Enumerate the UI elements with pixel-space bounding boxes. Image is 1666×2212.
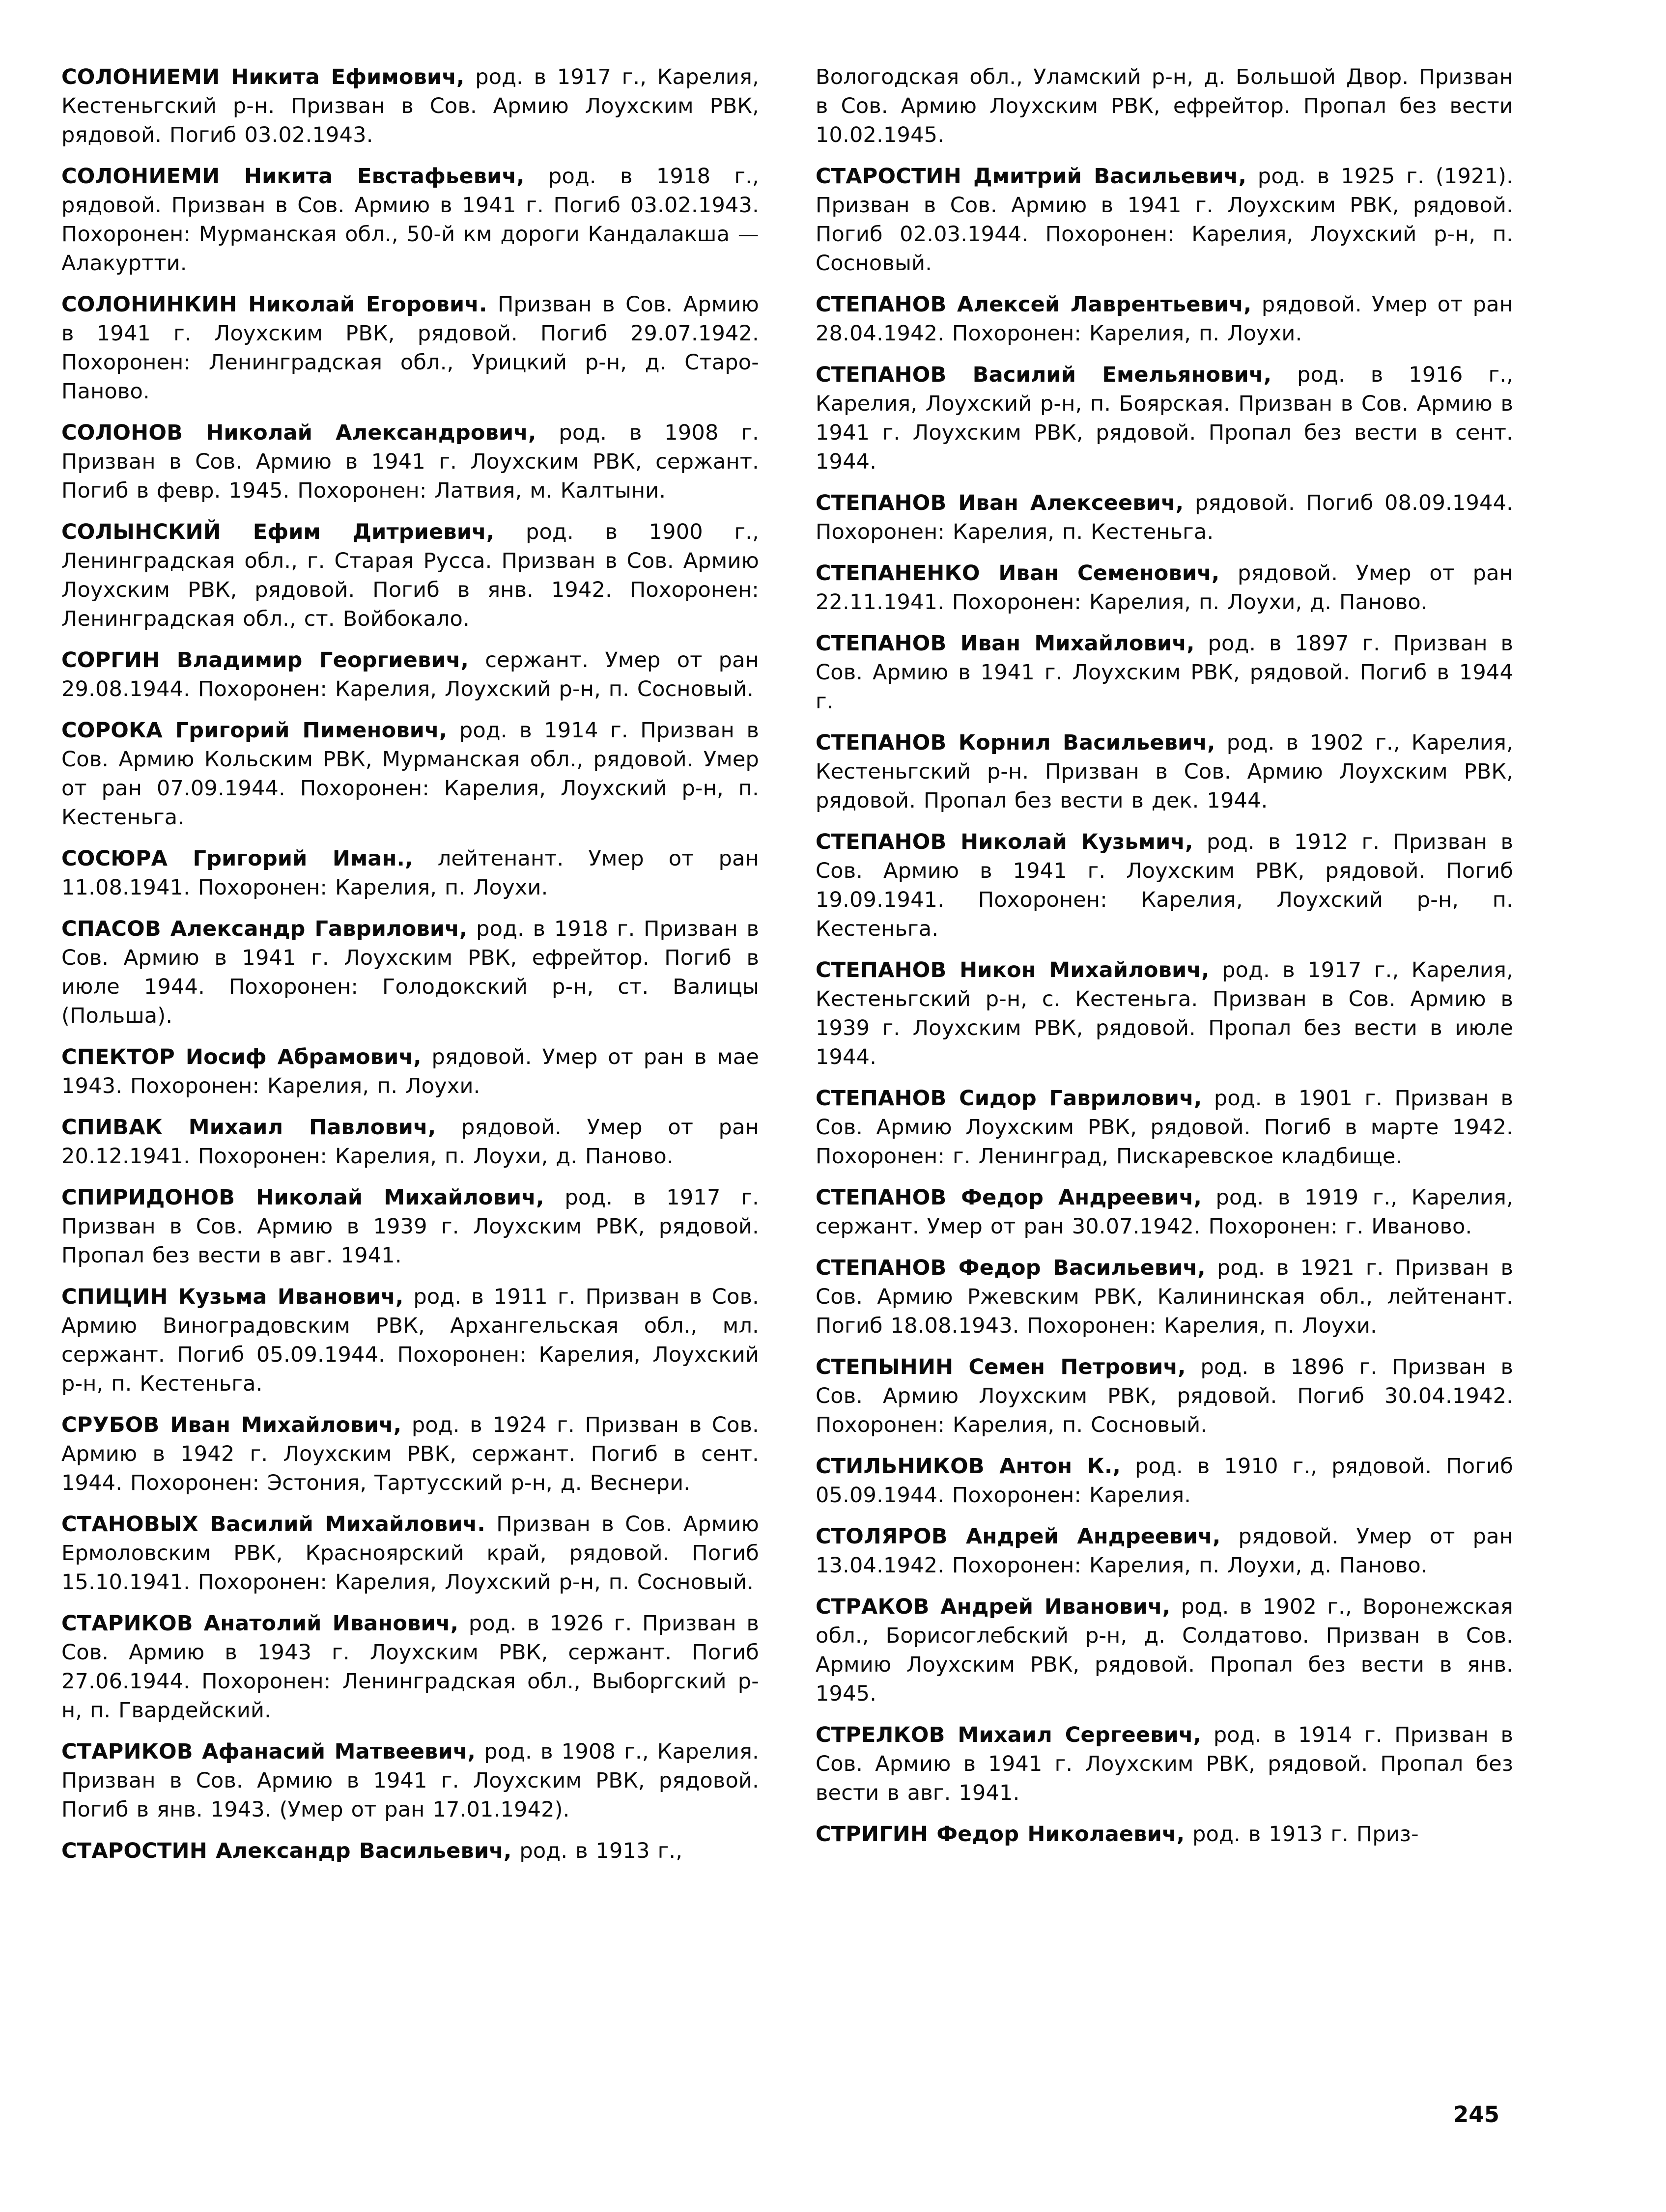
entry (816, 1593, 1513, 1708)
entry (61, 716, 759, 832)
entry-name: СОЛОНИЕМИ Никита Ефимович, (61, 65, 465, 89)
entry (816, 162, 1513, 278)
entry (61, 646, 759, 704)
entry-text: лейтенант. Умер от ран 11.08.1941. Похоронен: Карелия, п. Лоухи. (61, 846, 759, 900)
entry (61, 1043, 759, 1101)
entry (816, 361, 1513, 476)
entry-text: род. в 1916 г., Карелия, Лоухский р-н, п. Боярская. Призван в Сов. Армию в 1941 г. Лоухским РВК, рядовой. Пропал без вести в сент. 1944. (816, 363, 1513, 474)
entry-text: род. в 1926 г. Призван в Сов. Армию в 1943 г. Лоухским РВК, сержант. Погиб 27.06.1944. Похоронен: Ленинградская обл., Выборгский р-н, п. Гвардейский. (61, 1611, 759, 1723)
entry-text: рядовой. Умер от ран 28.04.1942. Похоронен: Карелия, п. Лоухи. (816, 292, 1513, 346)
entry (61, 915, 759, 1031)
entry-name: СПИЦИН Кузьма Иванович, (61, 1285, 404, 1309)
entry-text: род. в 1917 г., Карелия, Кестеньгский р-н. Призван в Сов. Армию Лоухским РВК, рядовой. Погиб 03.02.1943. (61, 65, 759, 147)
entry-name: СТИЛЬНИКОВ Антон К., (816, 1454, 1121, 1479)
entry-name: СТЕПАНОВ Иван Алексеевич, (816, 491, 1184, 515)
entry-name: СТОЛЯРОВ Андрей Андреевич, (816, 1524, 1221, 1549)
entry-name: СТЕПАНОВ Федор Васильевич, (816, 1256, 1206, 1280)
entry-text: род. в 1902 г., Воронежская обл., Борисоглебский р-н, д. Солдатово. Призван в Сов. Армию Лоухским РВК, рядовой. Пропал без вести в янв. 1945. (816, 1595, 1513, 1706)
entry (816, 1084, 1513, 1171)
entry-text: род. в 1911 г. Призван в Сов. Армию Виноградовским РВК, Архангельская обл., мл. сержант. Погиб 05.09.1944. Похоронен: Карелия, Лоухский р-н, п. Кестеньга. (61, 1285, 759, 1396)
entry (61, 1609, 759, 1725)
left-column (61, 63, 759, 1878)
entry (816, 1353, 1513, 1440)
entry-text: род. в 1925 г. (1921). Призван в Сов. Армию в 1941 г. Лоухским РВК, рядовой. Погиб 02.03.1944. Похоронен: Карелия, Лоухский р-н, п. Сосновый. (816, 164, 1513, 276)
page-number: 245 (1453, 2101, 1499, 2128)
entry-name: СТЕПАНОВ Иван Михайлович, (816, 631, 1195, 656)
entry-text: рядовой. Умер от ран 20.12.1941. Похоронен: Карелия, п. Лоухи, д. Паново. (61, 1115, 759, 1169)
entry-name: СТЕПАНОВ Федор Андреевич, (816, 1185, 1202, 1210)
entry-name: СТРЕЛКОВ Михаил Сергеевич, (816, 1723, 1202, 1747)
entry (61, 1183, 759, 1270)
entry-name: СПИРИДОНОВ Николай Михайлович, (61, 1185, 544, 1210)
entry-text: род. в 1913 г., (511, 1839, 683, 1863)
entry-text: род. в 1914 г. Призван в Сов. Армию Кольским РВК, Мурманская обл., рядовой. Умер от ран 07.09.1944. Похоронен: Карелия, Лоухский р-н, п. Кестеньга. (61, 718, 759, 830)
entry (61, 1510, 759, 1597)
entry-name: СТРАКОВ Андрей Иванович, (816, 1595, 1171, 1619)
entry-name: СПЕКТОР Иосиф Абрамович, (61, 1045, 422, 1069)
entry-name: СТАРОСТИН Александр Васильевич, (61, 1839, 512, 1863)
right-column (816, 63, 1513, 1861)
entry (816, 629, 1513, 716)
entry (816, 1183, 1513, 1241)
entry-name: СПИВАК Михаил Павлович, (61, 1115, 436, 1140)
entry-name: СТЕПАНОВ Николай Кузьмич, (816, 830, 1193, 854)
entry (61, 419, 759, 505)
entry-name: СТЕПЫНИН Семен Петрович, (816, 1355, 1186, 1379)
entry-name: СТАРИКОВ Анатолий Иванович, (61, 1611, 459, 1636)
entry (816, 290, 1513, 348)
entry-name: СОЛОНОВ Николай Александрович, (61, 420, 537, 445)
entry-name: СПАСОВ Александр Гаврилович, (61, 917, 468, 941)
entry-text: род. в 1914 г. Призван в Сов. Армию в 1941 г. Лоухским РВК, рядовой. Пропал без вести в авг. 1941. (816, 1723, 1513, 1805)
entry (816, 1721, 1513, 1808)
entry (61, 63, 759, 150)
entry-text: род. в 1912 г. Призван в Сов. Армию в 1941 г. Лоухским РВК, рядовой. Погиб 19.09.1941. Похоронен: Карелия, Лоухский р-н, п. Кестеньга. (816, 830, 1513, 941)
entry-text: род. в 1902 г., Карелия, Кестеньгский р-н. Призван в Сов. Армию Лоухским РВК, рядовой. Пропал без вести в дек. 1944. (816, 730, 1513, 813)
entry-name: СОРОКА Григорий Пименович, (61, 718, 448, 743)
entry-name: СТЕПАНОВ Корнил Васильевич, (816, 730, 1215, 755)
entry-text: род. в 1910 г., рядовой. Погиб 05.09.1944. Похоронен: Карелия. (816, 1454, 1513, 1508)
entry (61, 1737, 759, 1824)
entry (816, 1254, 1513, 1341)
entry-name: СОЛОНИЕМИ Никита Евстафьевич, (61, 164, 525, 189)
entry-text: род. в 1900 г., Ленинградская обл., г. Старая Русса. Призван в Сов. Армию Лоухским РВК, рядовой. Погиб в янв. 1942. Похоронен: Ленинградская обл., ст. Войбокало. (61, 520, 759, 631)
entry (61, 1837, 759, 1866)
entry-name: СТРИГИН Федор Николаевич, (816, 1822, 1185, 1847)
entry-name: СТАРОСТИН Дмитрий Васильевич, (816, 164, 1246, 189)
entry-name: СОЛОНИНКИН Николай Егорович. (61, 292, 487, 317)
entry-name: СТЕПАНОВ Сидор Гаврилович, (816, 1086, 1202, 1111)
entry-text: Призван в Сов. Армию Ермоловским РВК, Красноярский край, рядовой. Погиб 15.10.1941. Похоронен: Карелия, Лоухский р-н, п. Сосновый. (61, 1512, 759, 1595)
entry (816, 1452, 1513, 1510)
entry (816, 489, 1513, 547)
entry-name: СТАНОВЫХ Василий Михайлович. (61, 1512, 485, 1537)
entry-name: СОРГИН Владимир Георгиевич, (61, 648, 469, 672)
entry (816, 728, 1513, 815)
entry-text: род. в 1913 г. Приз- (1185, 1822, 1419, 1847)
entry (816, 1522, 1513, 1580)
entry-text: рядовой. Умер от ран 22.11.1941. Похоронен: Карелия, п. Лоухи, д. Паново. (816, 561, 1513, 615)
entry-text: сержант. Умер от ран 29.08.1944. Похоронен: Карелия, Лоухский р-н, п. Сосновый. (61, 648, 759, 701)
entry-text: рядовой. Погиб 08.09.1944. Похоронен: Карелия, п. Кестеньга. (816, 491, 1514, 544)
entry-text: Призван в Сов. Армию в 1941 г. Лоухским РВК, рядовой. Погиб 29.07.1942. Похоронен: Ленинградская обл., Урицкий р-н, д. Старо-Паново. (61, 292, 759, 404)
entry-name: СТЕПАНОВ Алексей Лаврентьевич, (816, 292, 1252, 317)
entry (816, 828, 1513, 944)
entry-text: род. в 1917 г., Карелия, Кестеньгский р-н, с. Кестеньга. Призван в Сов. Армию в 1939 г. Лоухским РВК, рядовой. Пропал без вести в июле 1944. (816, 958, 1513, 1069)
entry-name: СРУБОВ Иван Михайлович, (61, 1413, 402, 1437)
entry (61, 844, 759, 902)
entry-text: род. в 1908 г. Призван в Сов. Армию в 1941 г. Лоухским РВК, сержант. Погиб в февр. 1945. Похоронен: Латвия, м. Калтыни. (61, 420, 759, 503)
entry-name: СТЕПАНОВ Василий Емельянович, (816, 363, 1272, 387)
entry-text: род. в 1921 г. Призван в Сов. Армию Ржевским РВК, Калининская обл., лейтенант. Погиб 18.08.1943. Похоронен: Карелия, п. Лоухи. (816, 1256, 1513, 1338)
entry-name: СОСЮРА Григорий Иман., (61, 846, 413, 871)
entry (816, 559, 1513, 617)
entry-name: СОЛЫНСКИЙ Ефим Дитриевич, (61, 520, 495, 544)
entry (61, 518, 759, 634)
entry-text: род. в 1896 г. Призван в Сов. Армию Лоухским РВК, рядовой. Погиб 30.04.1942. Похоронен: Карелия, п. Сосновый. (816, 1355, 1513, 1437)
entry-text: рядовой. Умер от ран 13.04.1942. Похоронен: Карелия, п. Лоухи, д. Паново. (816, 1524, 1513, 1578)
entry-text: рядовой. Умер от ран в мае 1943. Похоронен: Карелия, п. Лоухи. (61, 1045, 759, 1098)
entry (816, 1820, 1513, 1849)
entry-text: род. в 1924 г. Призван в Сов. Армию в 1942 г. Лоухским РВК, сержант. Погиб в сент. 1944. Похоронен: Эстония, Тартусский р-н, д. Веснери. (61, 1413, 759, 1495)
entry (61, 1411, 759, 1498)
entry-text: род. в 1918 г. Призван в Сов. Армию в 1941 г. Лоухским РВК, ефрейтор. Погиб в июле 1944. Похоронен: Голодокский р-н, ст. Валицы (Польша). (61, 917, 759, 1028)
entry (816, 956, 1513, 1072)
entry-text: род. в 1919 г., Карелия, сержант. Умер от ран 30.07.1942. Похоронен: г. Иваново. (816, 1185, 1513, 1239)
entry-text: род. в 1908 г., Карелия. Призван в Сов. Армию в 1941 г. Лоухским РВК, рядовой. Погиб в янв. 1943. (Умер от ран 17.01.1942). (61, 1739, 759, 1822)
entry (61, 162, 759, 278)
entry-text: род. в 1901 г. Призван в Сов. Армию Лоухским РВК, рядовой. Погиб в марте 1942. Похоронен: г. Ленинград, Пискаревское кладбище. (816, 1086, 1513, 1169)
entry (61, 290, 759, 406)
entry-name: СТЕПАНЕНКО Иван Семенович, (816, 561, 1220, 586)
entry-text: род. в 1917 г. Призван в Сов. Армию в 1939 г. Лоухским РВК, рядовой. Пропал без вести в авг. 1941. (61, 1185, 759, 1268)
entry (61, 1283, 759, 1399)
entry-name: СТЕПАНОВ Никон Михайлович, (816, 958, 1210, 982)
continued-entry-text: Вологодская обл., Уламский р-н, д. Большой Двор. Призван в Сов. Армию Лоухским РВК, ефрейтор. Пропал без вести 10.02.1945. (816, 65, 1513, 147)
entry-text: род. в 1918 г., рядовой. Призван в Сов. Армию в 1941 г. Погиб 03.02.1943. Похоронен: Мурманская обл., 50-й км дороги Кандалакша — Алакуртти. (61, 164, 759, 276)
entry (61, 1113, 759, 1171)
entry-name: СТАРИКОВ Афанасий Матвеевич, (61, 1739, 476, 1764)
entry-text: род. в 1897 г. Призван в Сов. Армию в 1941 г. Лоухским РВК, рядовой. Погиб в 1944 г. (816, 631, 1513, 714)
